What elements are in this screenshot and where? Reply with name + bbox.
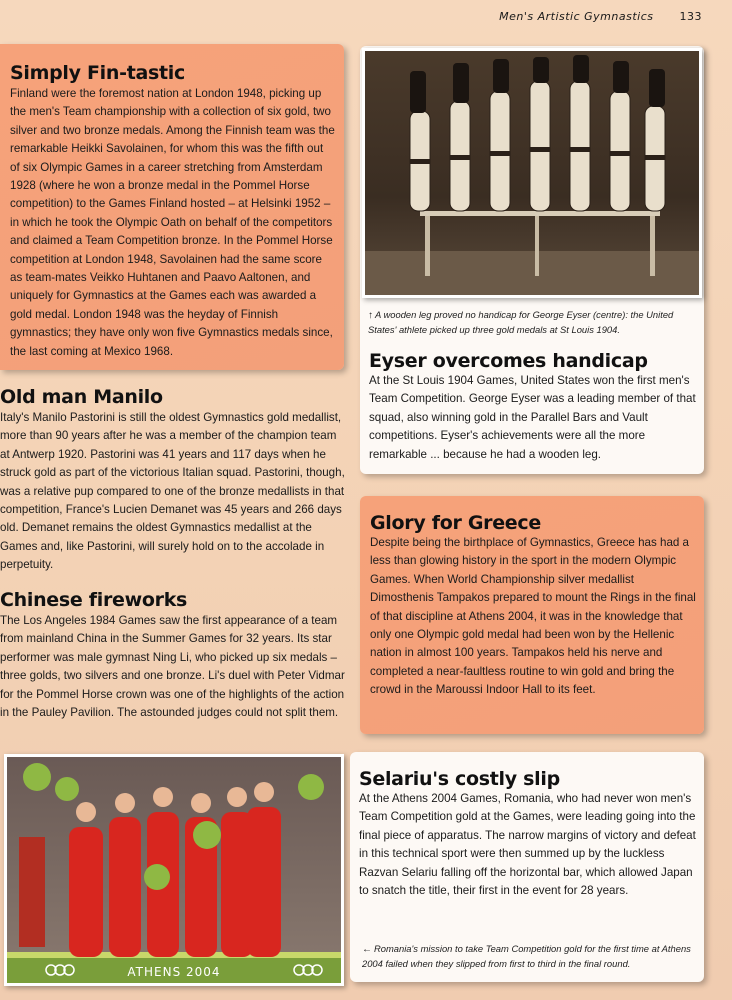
selariu-caption — [362, 942, 698, 971]
finland-body: Finland were the foremost nation at London 1948, picking up the men's Team championship with a collection of six gold, two silver and two bronze medals. Among the Finnish team was the remarkable Heikki Savolainen, for whom this was the fifth out of six Olympic Games in a career stretching from Amsterdam 1928 (where he won a bronze medal in the Pommel Horse competition) to the Games Finland hosted – at Helsinki 1952 – in which he took the Olympic Oath on behalf of the competitors and claimed a Team Competition bronze. In the Pommel Horse competition at London 1948, Savolainen had the same score as team-mates Veikko Huhtanen and Paavo Aaltonen, and uniquely for Gymnastics at the Games each was awarded a gold medal. London 1948 was the heyday of Finnish gymnastics; they have only won five Gymnastics medals since, the last coming at Mexico 1968. — [10, 87, 335, 358]
left-arrow-icon: ← — [362, 944, 372, 955]
romania-photo — [4, 754, 344, 986]
eyser-caption — [368, 308, 698, 337]
eyser-photo — [362, 48, 702, 298]
chinese-body: The Los Angeles 1984 Games saw the first appearance of a team from mainland China in the Summer Games for 32 years. Its star performer was male gymnast Ning Li, who picked up six medals – three golds, two silvers and one bronze. Li's duel with Peter Vidmar for the Pommel Horse crown was one of the highlights of the action in the Pauley Pavilion. The astounded judges could not split them. — [0, 614, 345, 720]
eyser-box — [360, 46, 704, 474]
finland-title: Simply Fin-tastic — [10, 62, 185, 84]
romania-team-image — [7, 757, 341, 983]
page-number: 133 — [679, 10, 702, 23]
chinese-section — [0, 589, 345, 722]
eyser-caption-text: A wooden leg proved no handicap for George Eyser (centre): the United States' athlete picked up three gold medals at St Louis 1904. — [368, 309, 674, 335]
manilo-body: Italy's Manilo Pastorini is still the oldest Gymnastics gold medallist, more than 90 years after he was a member of the champion team at Antwerp 1920. Pastorini was 41 years and 117 days when he struck gold as part of the victorious Italian squad. Pastorini, though, was a relative pup compared to one of the bronze medallists in that competition, France's Lucien Demanet was 45 years and 266 days old. Demanet remains the oldest Gymnastics medallist at the Games and, like Pastorini, will surely hold on to the accolade in perpetuity. — [0, 411, 345, 572]
chinese-title: Chinese fireworks — [0, 589, 188, 611]
greece-title: Glory for Greece — [370, 512, 541, 534]
athens-banner: ATHENS 2004 — [127, 965, 221, 979]
selariu-text — [359, 768, 697, 900]
greece-box — [360, 496, 704, 734]
up-arrow-icon: ↑ — [368, 310, 373, 321]
selariu-title: Selariu's costly slip — [359, 768, 560, 790]
selariu-body: At the Athens 2004 Games, Romania, who had never won men's Team Competition gold at the Games, were leading going into the final piece of apparatus. The narrow margins of victory and defeat in this technical sport were then summed up by the luckless Razvan Selariu falling off the horizontal bar, which allowed Japan to snatch the title, their first in the event for 28 years. — [359, 792, 696, 898]
running-title: Men's Artistic Gymnastics — [499, 10, 654, 23]
eyser-handstand-image — [365, 51, 699, 295]
finland-box — [0, 44, 344, 370]
selariu-box — [350, 752, 704, 982]
running-header — [499, 10, 702, 23]
manilo-title: Old man Manilo — [0, 386, 163, 408]
eyser-body: At the St Louis 1904 Games, United States won the first men's Team Competition. George Eyser was a leading member of that squad, also winning gold in the Parallel Bars and Vault competitions. Eyser's achievements were all the more remarkable ... because he had a wooden leg. — [369, 374, 696, 461]
manilo-section — [0, 386, 345, 575]
eyser-title: Eyser overcomes handicap — [369, 350, 648, 372]
eyser-text — [369, 350, 699, 464]
greece-body: Despite being the birthplace of Gymnastics, Greece has had a less than glowing history in the sport in the modern Olympic Games. When World Championship silver medallist Dimosthenis Tampakos prepared to mount the Rings in the final of that discipline at Athens 2004, it was in the knowledge that only one Olympic gold medal had been won by the Hellenic nation in almost 100 years. Tampakos held his nerve and completed a near-faultless routine to win gold and bring the crowd in the Maroussi Indoor Hall to its feet. — [370, 536, 696, 697]
selariu-caption-text: Romania's mission to take Team Competition gold for the first time at Athens 2004 failed when they slipped from first to third in the final round. — [362, 943, 691, 969]
